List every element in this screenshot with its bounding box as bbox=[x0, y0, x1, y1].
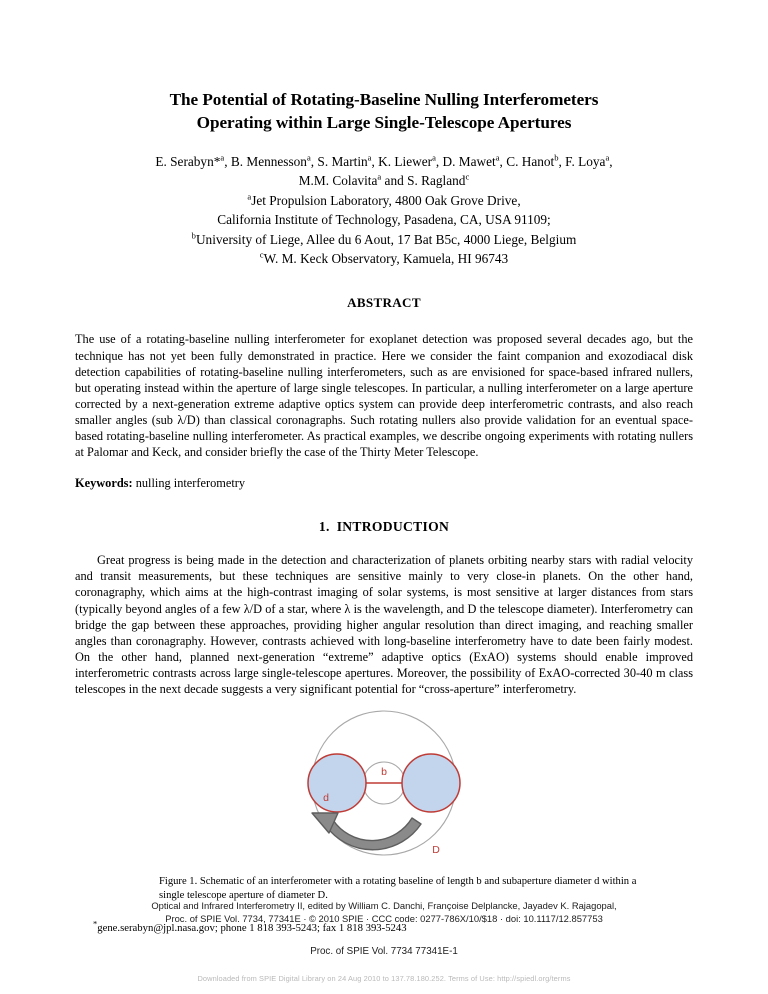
interferometer-schematic-svg bbox=[284, 707, 484, 869]
subaperture-left-circle bbox=[308, 754, 366, 812]
affil-marker-b: b bbox=[191, 230, 196, 241]
affil-marker-a: a bbox=[247, 191, 252, 202]
author-line-2: M.M. Colavita$^a$ and S. Ragland$^c$ bbox=[298, 171, 470, 189]
abstract-text: The use of a rotating-baseline nulling interferometer for exoplanet detection was proposed several decades ago, but the technique has not yet been fully demonstrated in practice. Here we consider the faint companion and exozodiacal disk detection capabilities of rotating-baseline nulling interferometers, such as are envisioned for space-based infrared nullers, but operating instead within the aperture of large single telescopes. In particular, a nulling interferometer on a large aperture corrected by a next-generation extreme adaptive optics system can provide deep interferometric contrasts, and also reach smaller angles (sub λ/D) than classical coronagraphs. Such rotating nullers also provide validation for an eventual space-based rotating-baseline nulling interferometer. As practical examples, we describe ongoing experiments with rotating nullers at Palomar and Keck, and consider briefly the case of the Thirty Meter Telescope. bbox=[75, 332, 693, 460]
affil-marker-a: a bbox=[605, 152, 610, 163]
title-line-1: The Potential of Rotating-Baseline Nulling Interferometers bbox=[169, 90, 599, 109]
affil-marker-a: a bbox=[432, 152, 436, 163]
abstract-heading: ABSTRACT bbox=[347, 295, 421, 311]
figure-caption: Figure 1. Schematic of an interferometer with a rotating baseline of length b and subaperture diameter d within a single telescope aperture of diameter D. bbox=[159, 876, 637, 902]
affiliation-list bbox=[75, 191, 693, 269]
download-watermark: Downloaded from SPIE Digital Library on 24 Aug 2010 to 137.78.180.252. Terms of Use: http://spiedl.org/terms bbox=[197, 974, 571, 983]
affil-marker-c: c bbox=[465, 171, 470, 182]
affiliation-line-2: California Institute of Technology, Pasadena, CA, USA 91109; bbox=[217, 212, 551, 228]
subaperture-label: d bbox=[323, 792, 329, 805]
aperture-label: D bbox=[432, 844, 440, 857]
affiliation-line-1: $^a$Jet Propulsion Laboratory, 4800 Oak Grove Drive, bbox=[247, 191, 521, 208]
footnote-marker: * bbox=[93, 917, 98, 928]
affil-marker-c: c bbox=[259, 249, 264, 260]
publication-footer bbox=[0, 900, 768, 925]
author-list bbox=[75, 152, 693, 191]
affil-marker-b: b bbox=[554, 152, 559, 163]
affil-marker-a: a bbox=[306, 152, 311, 163]
affil-marker-a: a bbox=[495, 152, 500, 163]
affil-marker-a: a bbox=[220, 152, 225, 163]
author-line-1: E. Serabyn*$^a$, B. Mennesson$^a$, S. Martin$^a$, K. Liewer$^a$, D. Mawet$^a$, C. Hanot$^b$, F. Loya$^a$, bbox=[155, 152, 613, 169]
keywords-label: Keywords: bbox=[75, 476, 133, 491]
proceedings-page-line: Proc. of SPIE Vol. 7734 77341E-1 bbox=[310, 946, 458, 957]
introduction-heading bbox=[75, 519, 693, 535]
section-title: INTRODUCTION bbox=[336, 519, 450, 535]
keywords-line bbox=[75, 475, 693, 491]
baseline-label: b bbox=[381, 766, 387, 779]
affiliation-line-4: $^c$W. M. Keck Observatory, Kamuela, HI 96743 bbox=[259, 249, 509, 267]
affil-marker-a: a bbox=[367, 152, 372, 163]
subaperture-right-circle bbox=[402, 754, 460, 812]
affiliation-line-3: $^b$University of Liege, Allee du 6 Aout, 17 Bat B5c, 4000 Liege, Belgium bbox=[191, 230, 577, 247]
footnote-text: gene.serabyn@jpl.nasa.gov; phone 1 818 393-5243; fax 1 818 393-5243 bbox=[97, 921, 407, 934]
publication-line-2: Proc. of SPIE Vol. 7734, 77341E · © 2010 SPIE · CCC code: 0277-786X/10/$18 · doi: 10.1117/12.857753 bbox=[165, 912, 603, 924]
publication-line-1: Optical and Infrared Interferometry II, edited by William C. Danchi, Françoise Delplancke, Jayadev K. Rajagopal, bbox=[151, 900, 617, 911]
introduction-text: Great progress is being made in the detection and characterization of planets orbiting nearby stars with radial velocity and transit measurements, but these techniques are sensitive mainly to very close-in planets. On the other hand, coronagraphy, which aims at the high-contrast imaging of solar systems, is most sensitive at larger distances from stars (typically beyond angles of a few λ/D of a star, where λ is the wavelength, and D the telescope diameter). Interferometry can bridge the gap between these approaches, providing higher angular resolution than direct imaging, and reaching smaller angles than coronagraphy. However, contrasts achieved with long-baseline interferometry have to date been fairly modest. On the other hand, planned next-generation “extreme” adaptive optics (ExAO) systems should enable improved interferometric contrasts across large single-telescope apertures. Moreover, the possibility of ExAO-corrected 30-40 m class telescopes in the next decade suggests a very significant potential for “cross-aperture” interferometry. bbox=[75, 553, 693, 697]
keywords-value: nulling interferometry bbox=[135, 476, 246, 491]
affil-marker-a: a bbox=[377, 171, 382, 182]
figure-1 bbox=[75, 707, 693, 903]
title-line-2: Operating within Large Single-Telescope Apertures bbox=[196, 113, 572, 132]
section-number: 1. bbox=[318, 519, 330, 535]
page-title bbox=[75, 88, 693, 134]
rotation-arc bbox=[326, 818, 421, 850]
